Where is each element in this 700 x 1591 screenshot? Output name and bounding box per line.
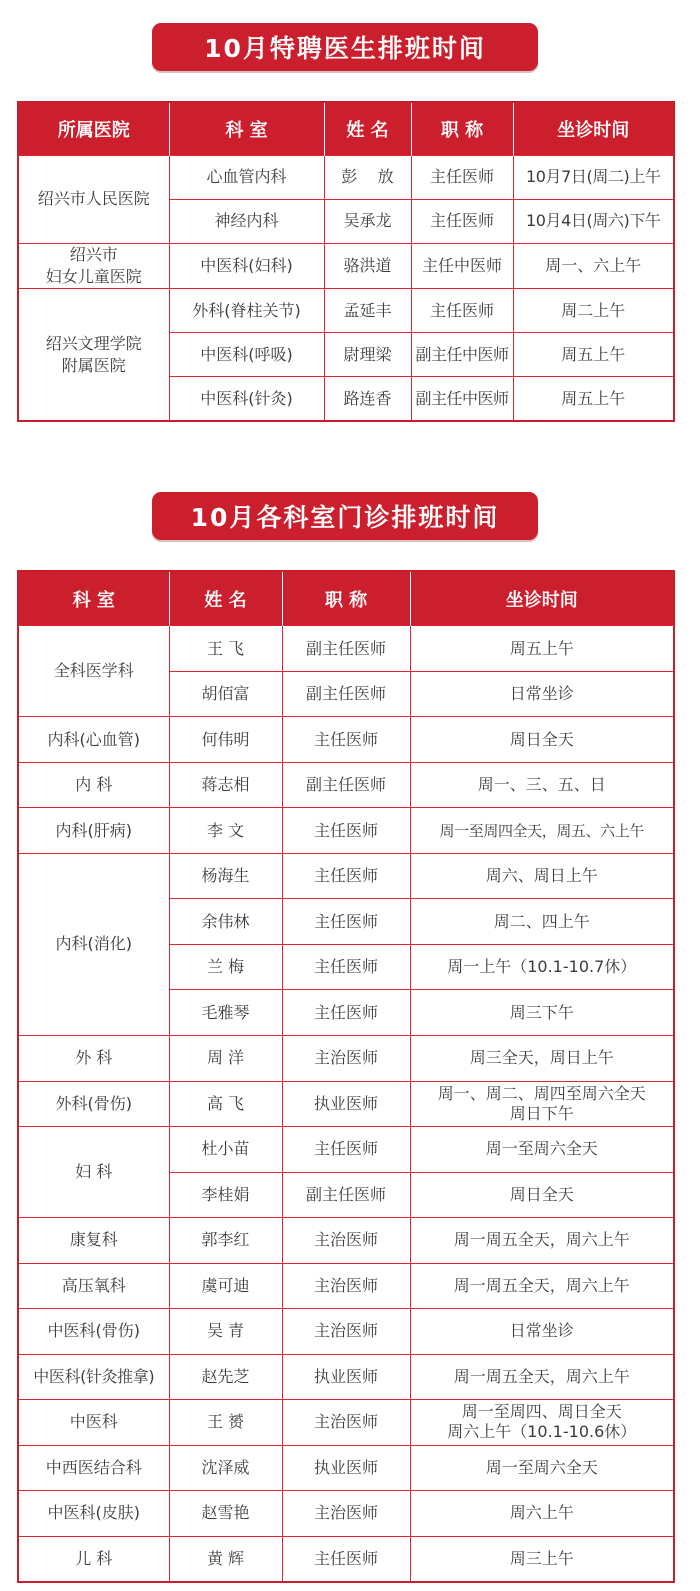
title-cell: 执业医师 (282, 1445, 410, 1491)
dept-cell: 儿 科 (18, 1536, 169, 1582)
time-cell: 周一至周六全天 (410, 1445, 674, 1491)
title-cell: 副主任医师 (282, 1172, 410, 1218)
title-cell: 主任医师 (411, 199, 513, 243)
table-row (18, 243, 674, 288)
name-cell: 李桂娟 (169, 1172, 282, 1218)
time-cell: 周一周五全天，周六上午 (410, 1263, 674, 1309)
time-cell: 周三上午 (410, 1536, 674, 1582)
header-title: 职 称 (411, 102, 513, 155)
time-cell: 周五上午 (410, 626, 674, 672)
time-cell: 周六、周日上午 (410, 853, 674, 899)
title-cell: 主治医师 (282, 1263, 410, 1309)
title-cell: 主任医师 (282, 853, 410, 899)
header-hospital: 所属医院 (18, 102, 169, 155)
name-cell: 高 飞 (169, 1081, 282, 1127)
name-cell: 赵先芝 (169, 1354, 282, 1400)
time-cell: 周二、四上午 (410, 899, 674, 945)
time-cell: 周五上午 (513, 333, 674, 377)
title-cell: 主治医师 (282, 1309, 410, 1355)
title-cell: 主任医师 (282, 990, 410, 1036)
dept-cell: 中医科(妇科) (169, 243, 324, 288)
time-cell: 周二上午 (513, 289, 674, 333)
name-cell: 李 文 (169, 808, 282, 854)
time-cell: 周五上午 (513, 377, 674, 421)
table-row (18, 762, 674, 808)
table-header-row (18, 102, 674, 155)
dept-cell: 神经内科 (169, 199, 324, 243)
name-cell: 黄 辉 (169, 1536, 282, 1582)
name-cell: 吴承龙 (324, 199, 411, 243)
time-cell: 周三全天，周日上午 (410, 1035, 674, 1081)
table-row (18, 1400, 674, 1446)
time-cell: 周一至周四全天，周五、六上午 (410, 808, 674, 854)
title-cell: 主任医师 (282, 1536, 410, 1582)
header-time: 坐诊时间 (513, 102, 674, 155)
table-row (18, 1445, 674, 1491)
table-row (18, 1263, 674, 1309)
title-cell: 主任医师 (282, 1127, 410, 1173)
special-doctors-table (17, 101, 675, 422)
header-dept: 科 室 (169, 102, 324, 155)
title-cell: 主治医师 (282, 1218, 410, 1264)
table-row (18, 717, 674, 763)
dept-cell: 内科(消化) (18, 853, 169, 1035)
dept-cell: 中医科 (18, 1400, 169, 1446)
dept-schedule-table (17, 570, 675, 1583)
table-row (18, 155, 674, 199)
title-cell: 主任中医师 (411, 243, 513, 288)
table-row (18, 1309, 674, 1355)
name-cell: 彭 放 (324, 155, 411, 199)
time-cell: 周三下午 (410, 990, 674, 1036)
title-cell: 副主任中医师 (411, 377, 513, 421)
dept-cell: 妇 科 (18, 1127, 169, 1218)
table-row (18, 1035, 674, 1081)
title-cell: 副主任医师 (282, 626, 410, 672)
table-row (18, 626, 674, 672)
name-cell: 杨海生 (169, 853, 282, 899)
name-cell: 路连香 (324, 377, 411, 421)
table-row (18, 1354, 674, 1400)
name-cell: 骆洪道 (324, 243, 411, 288)
name-cell: 杜小苗 (169, 1127, 282, 1173)
title-cell: 执业医师 (282, 1081, 410, 1127)
table-row (18, 1127, 674, 1173)
table-row (18, 1081, 674, 1127)
title-cell: 主任医师 (282, 808, 410, 854)
name-cell: 吴 青 (169, 1309, 282, 1355)
hospital-cell: 绍兴市人民医院 (18, 155, 169, 243)
table-row (18, 808, 674, 854)
dept-cell: 心血管内科 (169, 155, 324, 199)
time-cell: 周一、三、五、日 (410, 762, 674, 808)
dept-cell: 中西医结合科 (18, 1445, 169, 1491)
table-row (18, 853, 674, 899)
hospital-cell: 绍兴文理学院 附属医院 (18, 289, 169, 421)
header-name: 姓 名 (324, 102, 411, 155)
time-cell: 日常坐诊 (410, 671, 674, 717)
time-cell: 10月7日(周二)上午 (513, 155, 674, 199)
time-cell: 周一、六上午 (513, 243, 674, 288)
title-cell: 副主任医师 (282, 762, 410, 808)
dept-cell: 中医科(骨伤) (18, 1309, 169, 1355)
name-cell: 兰 梅 (169, 944, 282, 990)
header-time: 坐诊时间 (410, 571, 674, 626)
time-cell: 周一至周六全天 (410, 1127, 674, 1173)
time-cell: 周一周五全天，周六上午 (410, 1354, 674, 1400)
dept-cell: 内 科 (18, 762, 169, 808)
title-cell: 副主任中医师 (411, 333, 513, 377)
title-cell: 主任医师 (282, 717, 410, 763)
name-cell: 蒋志相 (169, 762, 282, 808)
table-row (18, 1491, 674, 1537)
hospital-cell: 绍兴市 妇女儿童医院 (18, 243, 169, 288)
name-cell: 虞可迪 (169, 1263, 282, 1309)
dept-cell: 外科(骨伤) (18, 1081, 169, 1127)
header-name: 姓 名 (169, 571, 282, 626)
title-cell: 主任医师 (282, 944, 410, 990)
title-cell: 主任医师 (282, 899, 410, 945)
time-cell: 周一上午（10.1-10.7休） (410, 944, 674, 990)
name-cell: 毛雅琴 (169, 990, 282, 1036)
name-cell: 王 赟 (169, 1400, 282, 1446)
dept-cell: 中医科(针灸) (169, 377, 324, 421)
name-cell: 胡佰富 (169, 671, 282, 717)
title-cell: 主任医师 (411, 289, 513, 333)
time-cell: 周日全天 (410, 717, 674, 763)
dept-cell: 外科(脊柱关节) (169, 289, 324, 333)
name-cell: 沈泽威 (169, 1445, 282, 1491)
title-cell: 主治医师 (282, 1035, 410, 1081)
dept-cell: 中医科(针灸推拿) (18, 1354, 169, 1400)
time-cell: 周一至周四、周日全天 周六上午（10.1-10.6休） (410, 1400, 674, 1446)
dept-cell: 外 科 (18, 1035, 169, 1081)
table-row (18, 289, 674, 333)
dept-cell: 内科(心血管) (18, 717, 169, 763)
dept-schedule-title-banner: 10月各科室门诊排班时间 (152, 492, 538, 540)
time-cell: 周一周五全天，周六上午 (410, 1218, 674, 1264)
time-cell: 周六上午 (410, 1491, 674, 1537)
time-cell: 10月4日(周六)下午 (513, 199, 674, 243)
table-row (18, 1536, 674, 1582)
name-cell: 赵雪艳 (169, 1491, 282, 1537)
header-title: 职 称 (282, 571, 410, 626)
special-doctors-title-banner: 10月特聘医生排班时间 (152, 23, 538, 71)
title-cell: 主治医师 (282, 1400, 410, 1446)
header-dept: 科 室 (18, 571, 169, 626)
dept-cell: 康复科 (18, 1218, 169, 1264)
title-cell: 主任医师 (411, 155, 513, 199)
name-cell: 余伟林 (169, 899, 282, 945)
name-cell: 孟延丰 (324, 289, 411, 333)
dept-cell: 中医科(呼吸) (169, 333, 324, 377)
name-cell: 郭李红 (169, 1218, 282, 1264)
title-cell: 主治医师 (282, 1491, 410, 1537)
time-cell: 日常坐诊 (410, 1309, 674, 1355)
name-cell: 何伟明 (169, 717, 282, 763)
name-cell: 周 洋 (169, 1035, 282, 1081)
dept-cell: 中医科(皮肤) (18, 1491, 169, 1537)
time-cell: 周日全天 (410, 1172, 674, 1218)
name-cell: 王 飞 (169, 626, 282, 672)
title-cell: 副主任医师 (282, 671, 410, 717)
dept-cell: 内科(肝病) (18, 808, 169, 854)
table-header-row (18, 571, 674, 626)
table-row (18, 1218, 674, 1264)
time-cell: 周一、周二、周四至周六全天 周日下午 (410, 1081, 674, 1127)
dept-cell: 高压氧科 (18, 1263, 169, 1309)
dept-cell: 全科医学科 (18, 626, 169, 717)
title-cell: 执业医师 (282, 1354, 410, 1400)
name-cell: 尉理梁 (324, 333, 411, 377)
